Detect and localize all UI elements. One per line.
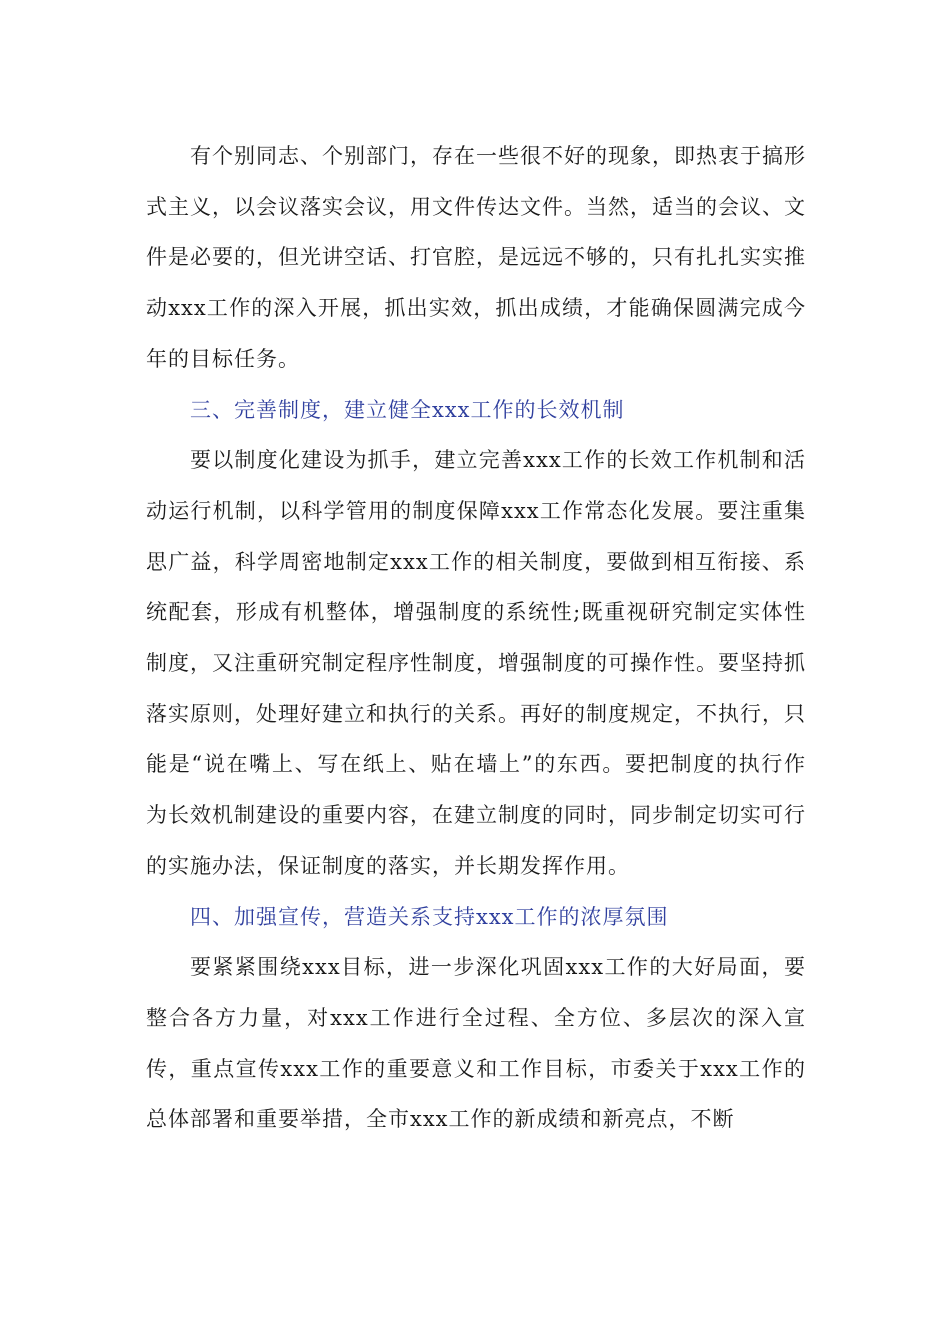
section-heading-4: 四、加强宣传，营造关系支持xxx工作的浓厚氛围 — [190, 904, 669, 929]
paragraph-formalism: 有个别同志、个别部门，存在一些很不好的现象，即热衷于搞形式主义，以会议落实会议，用文件传达文件。当然，适当的会议、文件是必要的，但光讲空话、打官腔，是远远不够的，只有扎扎实实推动xxx工作的深入开展，抓出实效，抓出成绩，才能确保圆满完成今年的目标任务。 — [146, 144, 806, 371]
paragraph-institution-building: 要以制度化建设为抓手，建立完善xxx工作的长效工作机制和活动运行机制，以科学管用的制度保障xxx工作常态化发展。要注重集思广益，科学周密地制定xxx工作的相关制度，要做到相互衔接、系统配套，形成有机整体，增强制度的系统性;既重视研究制定实体性制度，又注重研究制定程序性制度，增强制度的可操作性。要坚持抓落实原则，处理好建立和执行的关系。再好的制度规定，不执行，只能是“说在嘴上、写在纸上、贴在墙上”的东西。要把制度的执行作为长效机制建设的重要内容，在建立制度的同时，同步制定切实可行的实施办法，保证制度的落实，并长期发挥作用。 — [146, 448, 806, 878]
document-body — [146, 131, 806, 1145]
paragraph-publicity: 要紧紧围绕xxx目标，进一步深化巩固xxx工作的大好局面，要整合各方力量，对xxx工作进行全过程、全方位、多层次的深入宣传，重点宣传xxx工作的重要意义和工作目标，市委关于xxx工作的总体部署和重要举措，全市xxx工作的新成绩和新亮点，不断 — [146, 955, 806, 1132]
section-heading-3: 三、完善制度，建立健全xxx工作的长效机制 — [190, 397, 625, 422]
